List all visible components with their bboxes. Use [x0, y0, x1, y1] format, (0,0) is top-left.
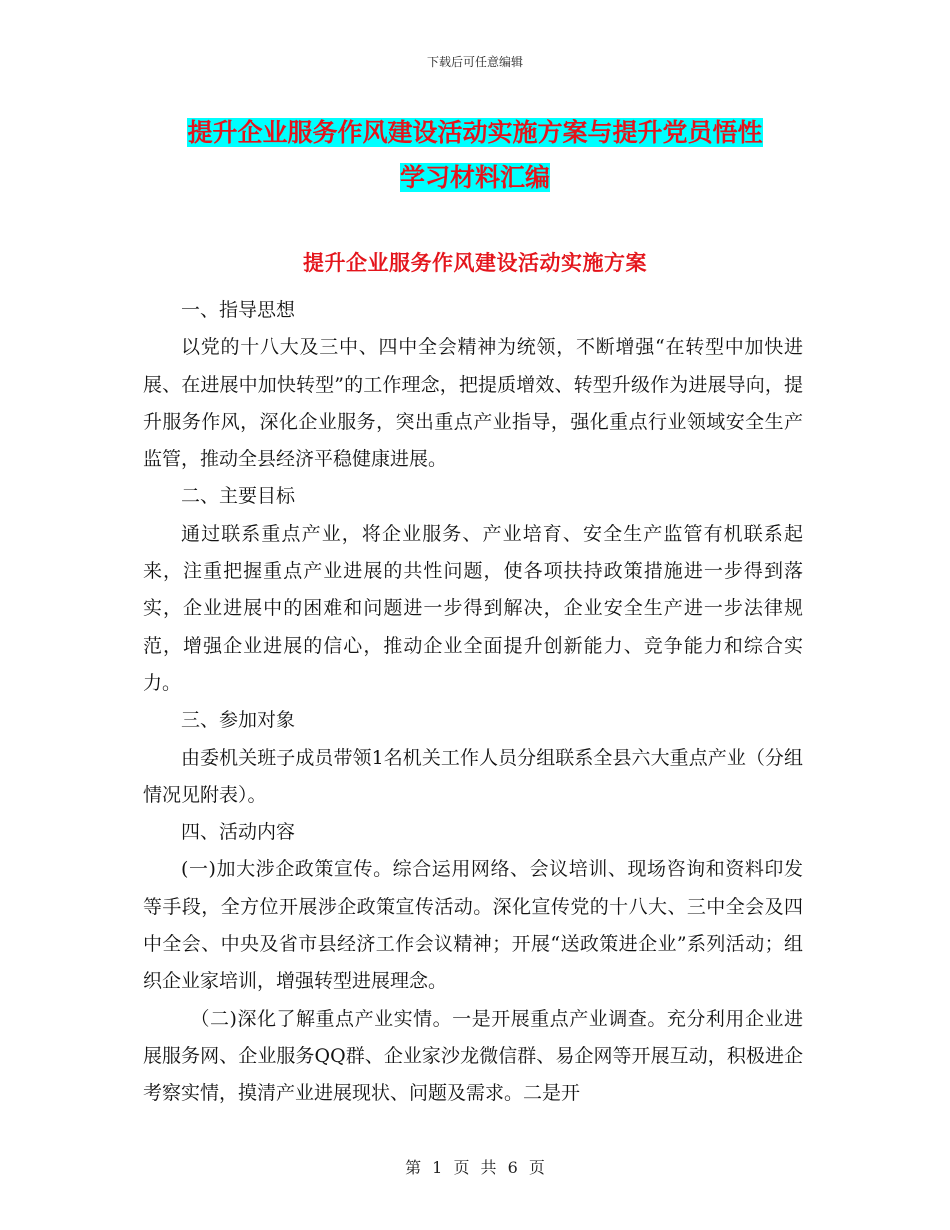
page-footer-page-number: 第 1 页 共 6 页 [405, 1158, 545, 1177]
paragraph-policy-promotion: (一)加大涉企政策宣传。综合运用网络、会议培训、现场咨询和资料印发等手段，全方位开展涉企政策宣传活动。深化宣传党的十八大、三中全会及四中全会、中央及省市县经济工作会议精神；开展“送政策进企业”系列活动；组织企业家培训，增强转型进展理念。 [143, 858, 803, 993]
paragraph-industry-investigation: （二)深化了解重点产业实情。一是开展重点产业调查。充分利用企业进展服务网、企业服务QQ群、企业家沙龙微信群、易企网等开展互动，积极进企考察实情，摸清产业进展现状、问题及需求。二是开 [143, 1007, 803, 1105]
heading-activity-content: 四、活动内容 [181, 821, 296, 844]
main-title-line-1: 提升企业服务作风建设活动实施方案与提升党员悟性 [187, 118, 763, 147]
heading-participants: 三、参加对象 [181, 709, 296, 732]
heading-main-goals: 二、主要目标 [181, 485, 296, 508]
page-header-note: 下载后可任意编辑 [426, 55, 523, 69]
paragraph-main-goals: 通过联系重点产业，将企业服务、产业培育、安全生产监管有机联系起来，注重把握重点产业进展的共性问题，使各项扶持政策措施进一步得到落实，企业进展中的困难和问题进一步得到解决，企业安全生产进一步法律规范，增强企业进展的信心，推动企业全面提升创新能力、竞争能力和综合实力。 [143, 522, 803, 694]
paragraph-participants: 由委机关班子成员带领1名机关工作人员分组联系全县六大重点产业（分组情况见附表）。 [143, 746, 803, 806]
document-body [143, 292, 803, 1113]
paragraph-guiding-thought: 以党的十八大及三中、四中全会精神为统领，不断增强“在转型中加快进展、在进展中加快转型”的工作理念，把提质增效、转型升级作为进展导向，提升服务作风，深化企业服务，突出重点产业指导，强化重点行业领域安全生产监管，推动全县经济平稳健康进展。 [143, 336, 803, 471]
document-main-title [140, 110, 810, 200]
heading-guiding-thought: 一、指导思想 [181, 299, 296, 321]
main-title-line-2: 学习材料汇编 [399, 163, 550, 192]
section-title: 提升企业服务作风建设活动实施方案 [303, 251, 647, 275]
